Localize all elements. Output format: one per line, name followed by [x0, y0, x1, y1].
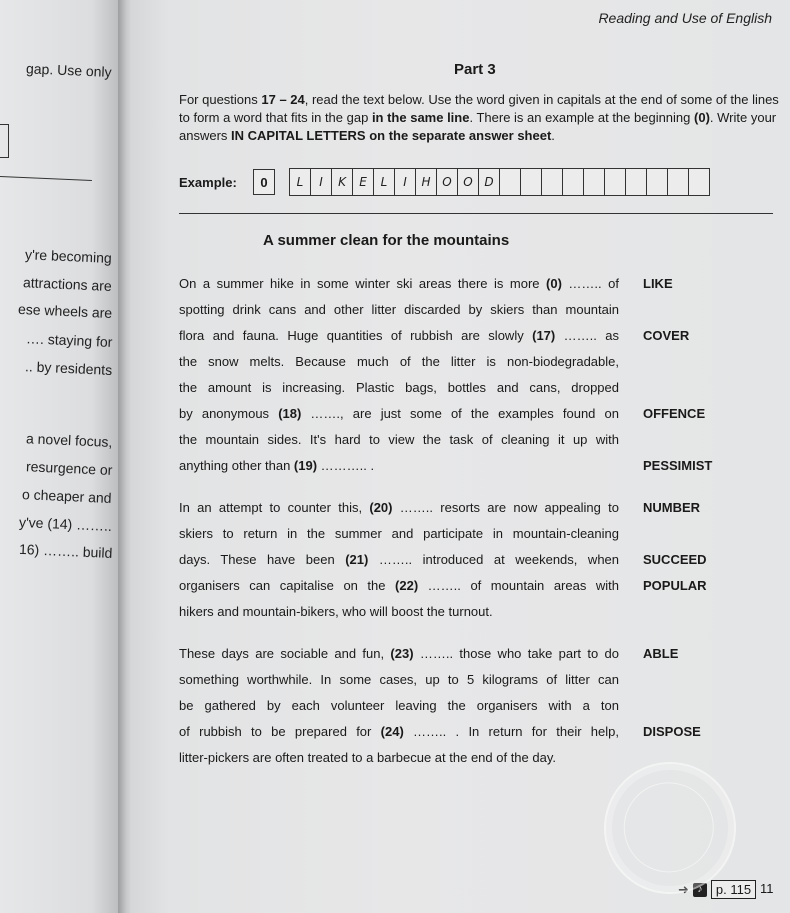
example-letter-cell: [521, 169, 542, 195]
page-reference: p. 115: [711, 880, 756, 899]
previous-page-line: ese wheels are: [17, 300, 113, 321]
keyword-succeed: SUCCEED: [643, 552, 707, 567]
example-letter-cell: [500, 169, 521, 195]
text-line: by anonymous (18) ……., are just some of the examples found on: [179, 406, 619, 421]
previous-page-line: .. by residents: [24, 358, 113, 378]
keyword-able: ABLE: [643, 646, 679, 661]
text-line: skiers to return in the summer and participate in mountain-cleaning: [179, 526, 619, 541]
previous-page-line: gap. Use only: [26, 60, 113, 80]
section-divider: [179, 213, 773, 214]
text-line: the mountain sides. It's hard to view the task of cleaning it up with: [179, 432, 619, 447]
previous-page: [0, 0, 122, 913]
text-line: litter-pickers are often treated to a barbecue at the end of the day.: [179, 750, 556, 765]
previous-page-answer-box: [0, 124, 9, 158]
previous-page-line: …. staying for: [25, 330, 113, 350]
example-letter-cell: [605, 169, 626, 195]
example-letter-cell: [626, 169, 647, 195]
example-letter-cell: [563, 169, 584, 195]
text-line: be gathered by each volunteer leaving the organisers with a ton: [179, 698, 619, 713]
example-letter-cell: [584, 169, 605, 195]
example-row: [179, 168, 710, 196]
part-title: Part 3: [454, 61, 496, 78]
previous-page-line: y're becoming: [25, 246, 113, 266]
headphones-icon: ♪: [693, 883, 707, 897]
example-letter-cell: H: [416, 169, 437, 195]
page-number: 11: [760, 881, 774, 896]
example-number-box: 0: [253, 169, 275, 195]
text-line: flora and fauna. Huge quantities of rubbish are slowly (17) …….. as: [179, 328, 619, 343]
example-label: Example:: [179, 174, 237, 190]
text-line: days. These have been (21) …….. introduced at weekends, when: [179, 552, 620, 567]
previous-page-line: a novel focus,: [25, 430, 113, 450]
text-line: On a summer hike in some winter ski areas there is more (0) …….. of: [179, 276, 619, 291]
previous-page-line: y've (14) ……..: [18, 513, 113, 534]
example-letter-cell: E: [353, 169, 374, 195]
example-letter-cell: O: [458, 169, 479, 195]
text-line: hikers and mountain-bikers, who will boost the turnout.: [179, 604, 493, 619]
text-line: the amount is increasing. Plastic bags, bottles and cans, dropped: [179, 380, 619, 395]
previous-page-line: o cheaper and: [22, 486, 113, 506]
keyword-like: LIKE: [643, 276, 673, 291]
text-line: These days are sociable and fun, (23) …….. those who take part to do: [179, 646, 619, 661]
keyword-offence: OFFENCE: [643, 406, 706, 421]
example-letter-cell: [689, 169, 709, 195]
text-line: In an attempt to counter this, (20) …….. resorts are now appealing to: [179, 500, 619, 515]
keyword-popular: POPULAR: [643, 578, 707, 593]
previous-page-rule: [0, 176, 92, 181]
text-title: A summer clean for the mountains: [263, 232, 510, 249]
example-letter-cell: I: [395, 169, 416, 195]
example-letter-cell: K: [332, 169, 353, 195]
previous-page-line: resurgence or: [25, 458, 113, 478]
keyword-dispose: DISPOSE: [643, 724, 701, 739]
text-line: anything other than (19) ……….. .: [179, 458, 375, 473]
audio-reference: [678, 880, 756, 899]
previous-page-line: 16) …….. build: [18, 540, 113, 561]
keyword-cover: COVER: [643, 328, 690, 343]
example-letter-cell: L: [290, 169, 311, 195]
example-letter-grid: [289, 168, 710, 196]
text-line: of rubbish to be prepared for (24) …….. . In return for their help,: [179, 724, 619, 739]
example-letter-cell: [668, 169, 689, 195]
text-line: spotting drink cans and other litter discarded by skiers than mountain: [179, 302, 619, 317]
example-letter-cell: L: [374, 169, 395, 195]
example-letter-cell: O: [437, 169, 458, 195]
text-line: organisers can capitalise on the (22) …….. of mountain areas with: [179, 578, 619, 593]
example-letter-cell: I: [311, 169, 332, 195]
running-head: Reading and Use of English: [598, 10, 772, 26]
arrow-icon: ➜: [678, 881, 689, 897]
current-page: [130, 0, 790, 913]
keyword-pessimist: PESSIMIST: [643, 458, 713, 473]
keyword-number: NUMBER: [643, 500, 701, 515]
text-line: the snow melts. Because much of the litter is non-biodegradable,: [179, 354, 619, 369]
example-letter-cell: D: [479, 169, 500, 195]
text-line: something worthwhile. In some cases, up to 5 kilograms of litter can: [179, 672, 619, 687]
part-instructions: For questions 17 – 24, read the text below. Use the word given in capitals at the end of some of the lines to form a word that fits in the gap in the same line. There is an example at the beginning (0). Write your answers IN CAPITAL LETTERS on the separate answer sheet.: [179, 92, 779, 143]
example-letter-cell: [542, 169, 563, 195]
example-letter-cell: [647, 169, 668, 195]
previous-page-line: attractions are: [23, 274, 113, 294]
